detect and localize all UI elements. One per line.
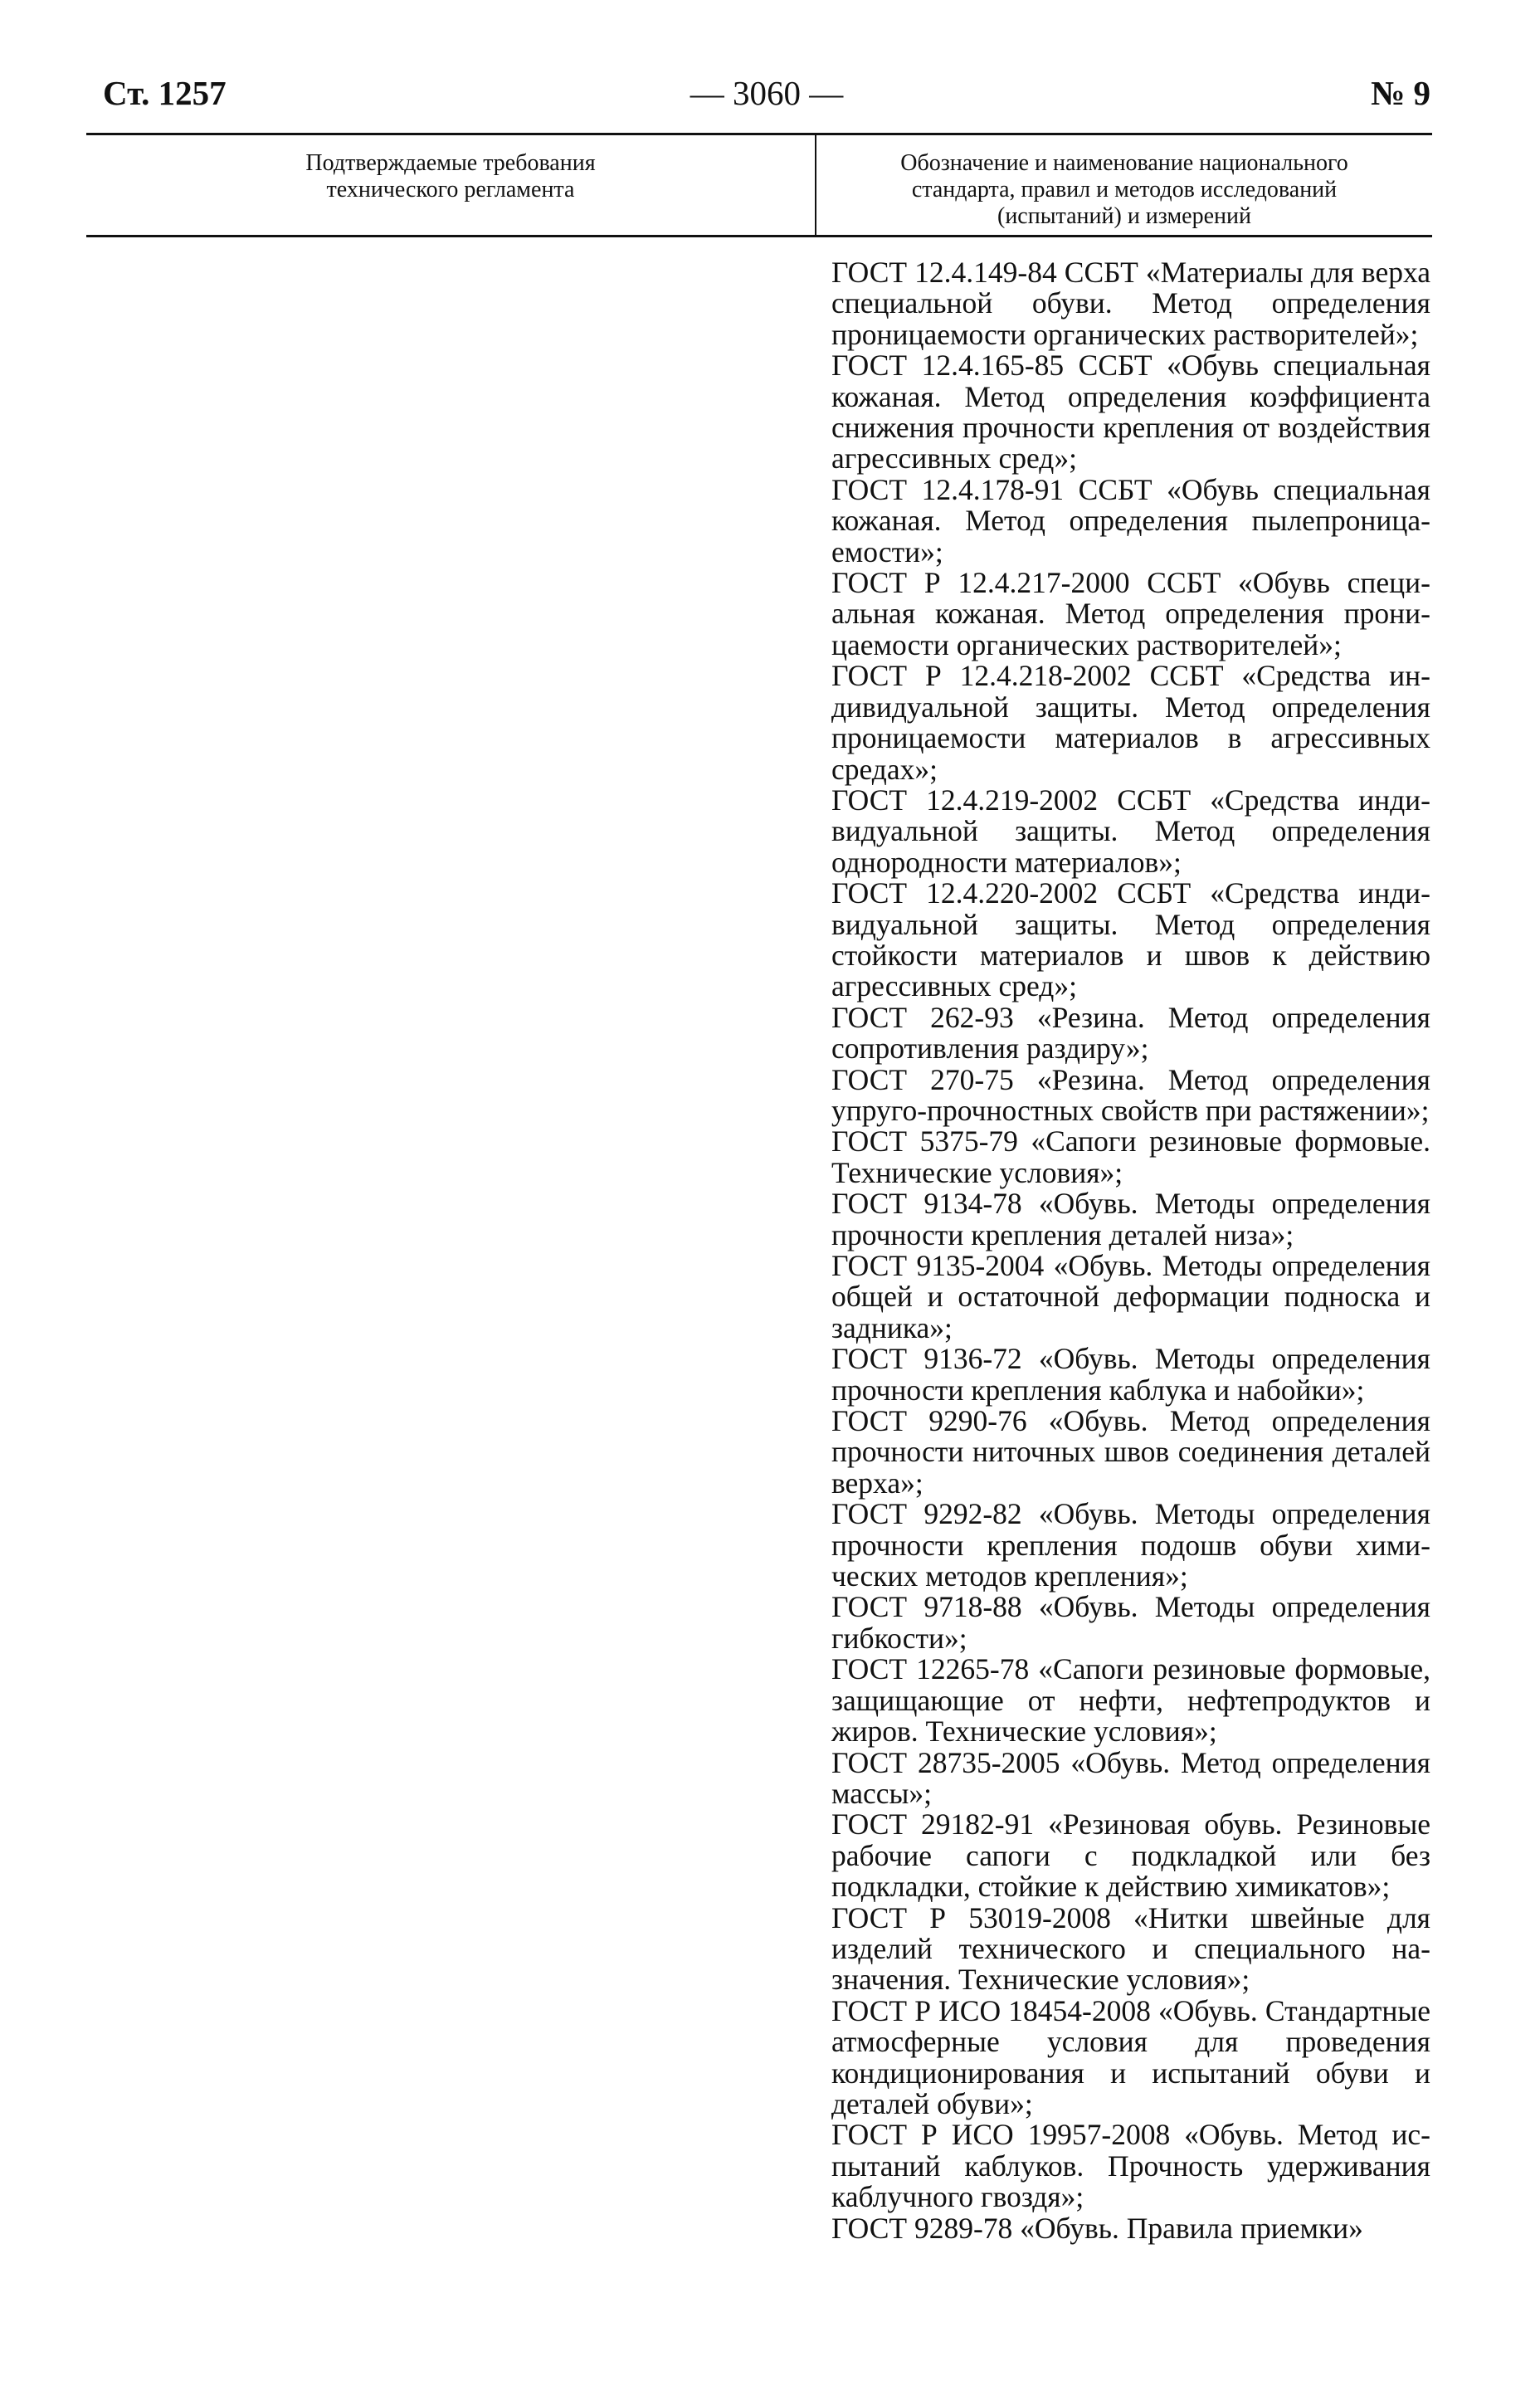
standard-entry: ГОСТ Р 53019-2008 «Нитки швейные для изделий технического и специального назначения. Технические условия»; [831,1900,1430,1997]
standard-entry: ГОСТ 262-93 «Резина. Метод определения сопротивления раздиру»; [831,1000,1430,1066]
standard-entry: ГОСТ 270-75 «Резина. Метод определения упруго-прочностных свойств при растяжении»; [831,1062,1430,1127]
standard-entry: ГОСТ 12.4.149-84 ССБТ «Материалы для верха специальной обуви. Метод определения проницаемости органических растворителей»; [831,256,1430,351]
standard-entry: ГОСТ Р ИСО 19957-2008 «Обувь. Метод испытаний каблуков. Прочность удерживания каблучного гвоздя»; [831,2118,1430,2214]
standard-entry: ГОСТ 29182-91 «Резиновая обувь. Резиновые рабочие сапоги с подкладкой или без подкладки, стойкие к действию химикатов»; [831,1807,1430,1904]
column-header-standards-text: Обозначение и наименование национального стандарта, правил и методов исследований (испытаний) и измерений [900,150,1348,229]
standard-entry: ГОСТ 12.4.219-2002 ССБТ «Средства индивидуальной защиты. Метод определения однородности материалов»; [831,783,1430,879]
table-header [86,133,1432,237]
standard-entry: ГОСТ 9134-78 «Обувь. Методы определения прочности крепления деталей низа»; [831,1187,1430,1251]
article-number: Ст. 1257 [103,74,227,112]
standard-entry: ГОСТ 9292-82 «Обувь. Методы определения прочности крепления подошв обуви химических методов крепления»; [831,1497,1430,1593]
standard-entry: ГОСТ 9718-88 «Обувь. Методы определения гибкости»; [831,1590,1430,1655]
standard-entry: ГОСТ 12.4.220-2002 ССБТ «Средства индивидуальной защиты. Метод определения стойкости материалов и швов к действию агрессивных сред»; [831,876,1430,1003]
standard-entry: ГОСТ 12.4.178-91 ССБТ «Обувь специальная кожаная. Метод определения пылепроницаемости»; [831,472,1430,568]
page-number: — 3060 — [690,74,844,112]
standard-entry: ГОСТ Р ИСО 18454-2008 «Обувь. Стандартные атмосферные условия для проведения кондиционирования и испытаний обуви и деталей обуви»; [831,1993,1430,2120]
column-header-requirements-text: Подтверждаемые требования технического регламента [305,150,596,202]
standard-entry: ГОСТ 9136-72 «Обувь. Методы определения прочности крепления каблука и набойки»; [831,1342,1430,1407]
column-header-standards [816,150,1432,230]
standard-entry: ГОСТ Р 12.4.217-2000 ССБТ «Обувь специальная кожаная. Метод определения проницаемости органических растворителей»; [831,566,1430,661]
standard-entry: ГОСТ 12.4.165-85 ССБТ «Обувь специальная кожаная. Метод определения коэффициента снижения прочности крепления от воздействия агрессивных сред»; [831,349,1430,476]
standard-entry: ГОСТ 28735-2005 «Обувь. Метод определения массы»; [831,1745,1430,1810]
page-header [103,70,1430,120]
issue-number: № 9 [1371,74,1430,112]
standards-list [831,257,1430,2244]
standard-entry: ГОСТ 9290-76 «Обувь. Метод определения прочности ниточных швов соединения деталей верха»; [831,1404,1430,1500]
standard-entry: ГОСТ 9289-78 «Обувь. Правила приемки» [831,2211,1363,2245]
standard-entry: ГОСТ 5375-79 «Сапоги резиновые формовые. Технические условия»; [831,1124,1430,1189]
standard-entry: ГОСТ 12265-78 «Сапоги резиновые формовые, защищающие от нефти, нефтепродуктов и жиров. Технические условия»; [831,1652,1430,1749]
column-header-requirements [86,150,815,203]
standard-entry: ГОСТ Р 12.4.218-2002 ССБТ «Средства индивидуальной защиты. Метод определения проницаемости материалов в агрессивных средах»; [831,659,1430,786]
standard-entry: ГОСТ 9135-2004 «Обувь. Методы определения общей и остаточной деформации подноска и задника»; [831,1249,1430,1344]
